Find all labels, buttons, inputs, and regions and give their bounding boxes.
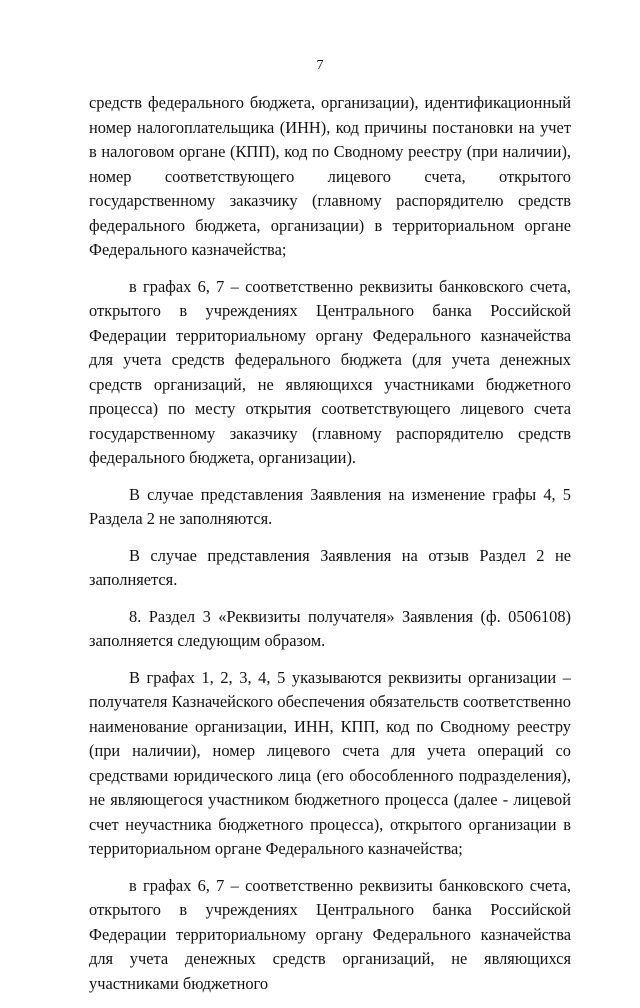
paragraph-7: в графах 6, 7 – соответственно реквизиты банковского счета, открытого в учреждениях Центрального банка Российской Федерации территориальному органу Федерального казначейства для учета денежных средств организаций, не являющихся участниками бюджетного — [89, 875, 571, 993]
paragraph-2: в графах 6, 7 – соответственно реквизиты банковского счета, открытого в учреждениях Центрального банка Российской Федерации территориальному органу Федерального казначейства для учета средств федерального бюджета (для учета денежных средств организаций, не являющихся участниками бюджетного процесса) по месту открытия соответствующего лицевого счета государственному заказчику (главному распорядителю средств федерального бюджета, организации). — [89, 276, 571, 467]
paragraph-3: В случае представления Заявления на изменение графы 4, 5 Раздела 2 не заполняются. — [89, 484, 571, 528]
paragraph-5: 8. Раздел 3 «Реквизиты получателя» Заявления (ф. 0506108) заполняется следующим образом. — [89, 606, 571, 650]
paragraph-4: В случае представления Заявления на отзыв Раздел 2 не заполняется. — [89, 545, 571, 589]
paragraph-1: средств федерального бюджета, организации), идентификационный номер налогоплательщика (ИНН), код причины постановки на учет в налоговом органе (КПП), код по Сводному реестру (при наличии), номер соответствующего лицевого счета, открытого государственному заказчику (главному распорядителю средств федерального бюджета, организации) в территориальном органе Федерального казначейства; — [89, 93, 571, 259]
page-number: 7 — [316, 58, 324, 73]
document-body — [89, 91, 571, 1008]
paragraph-6: В графах 1, 2, 3, 4, 5 указываются реквизиты организации – получателя Казначейского обеспечения обязательств соответственно наименование организации, ИНН, КПП, код по Сводному реестру (при наличии), номер лицевого счета для учета операций со средствами юридического лица (его обособленного подразделения), не являющегося участником бюджетного процесса (далее - лицевой счет неучастника бюджетного процесса), открытого организации в территориальном органе Федерального казначейства; — [89, 667, 571, 858]
